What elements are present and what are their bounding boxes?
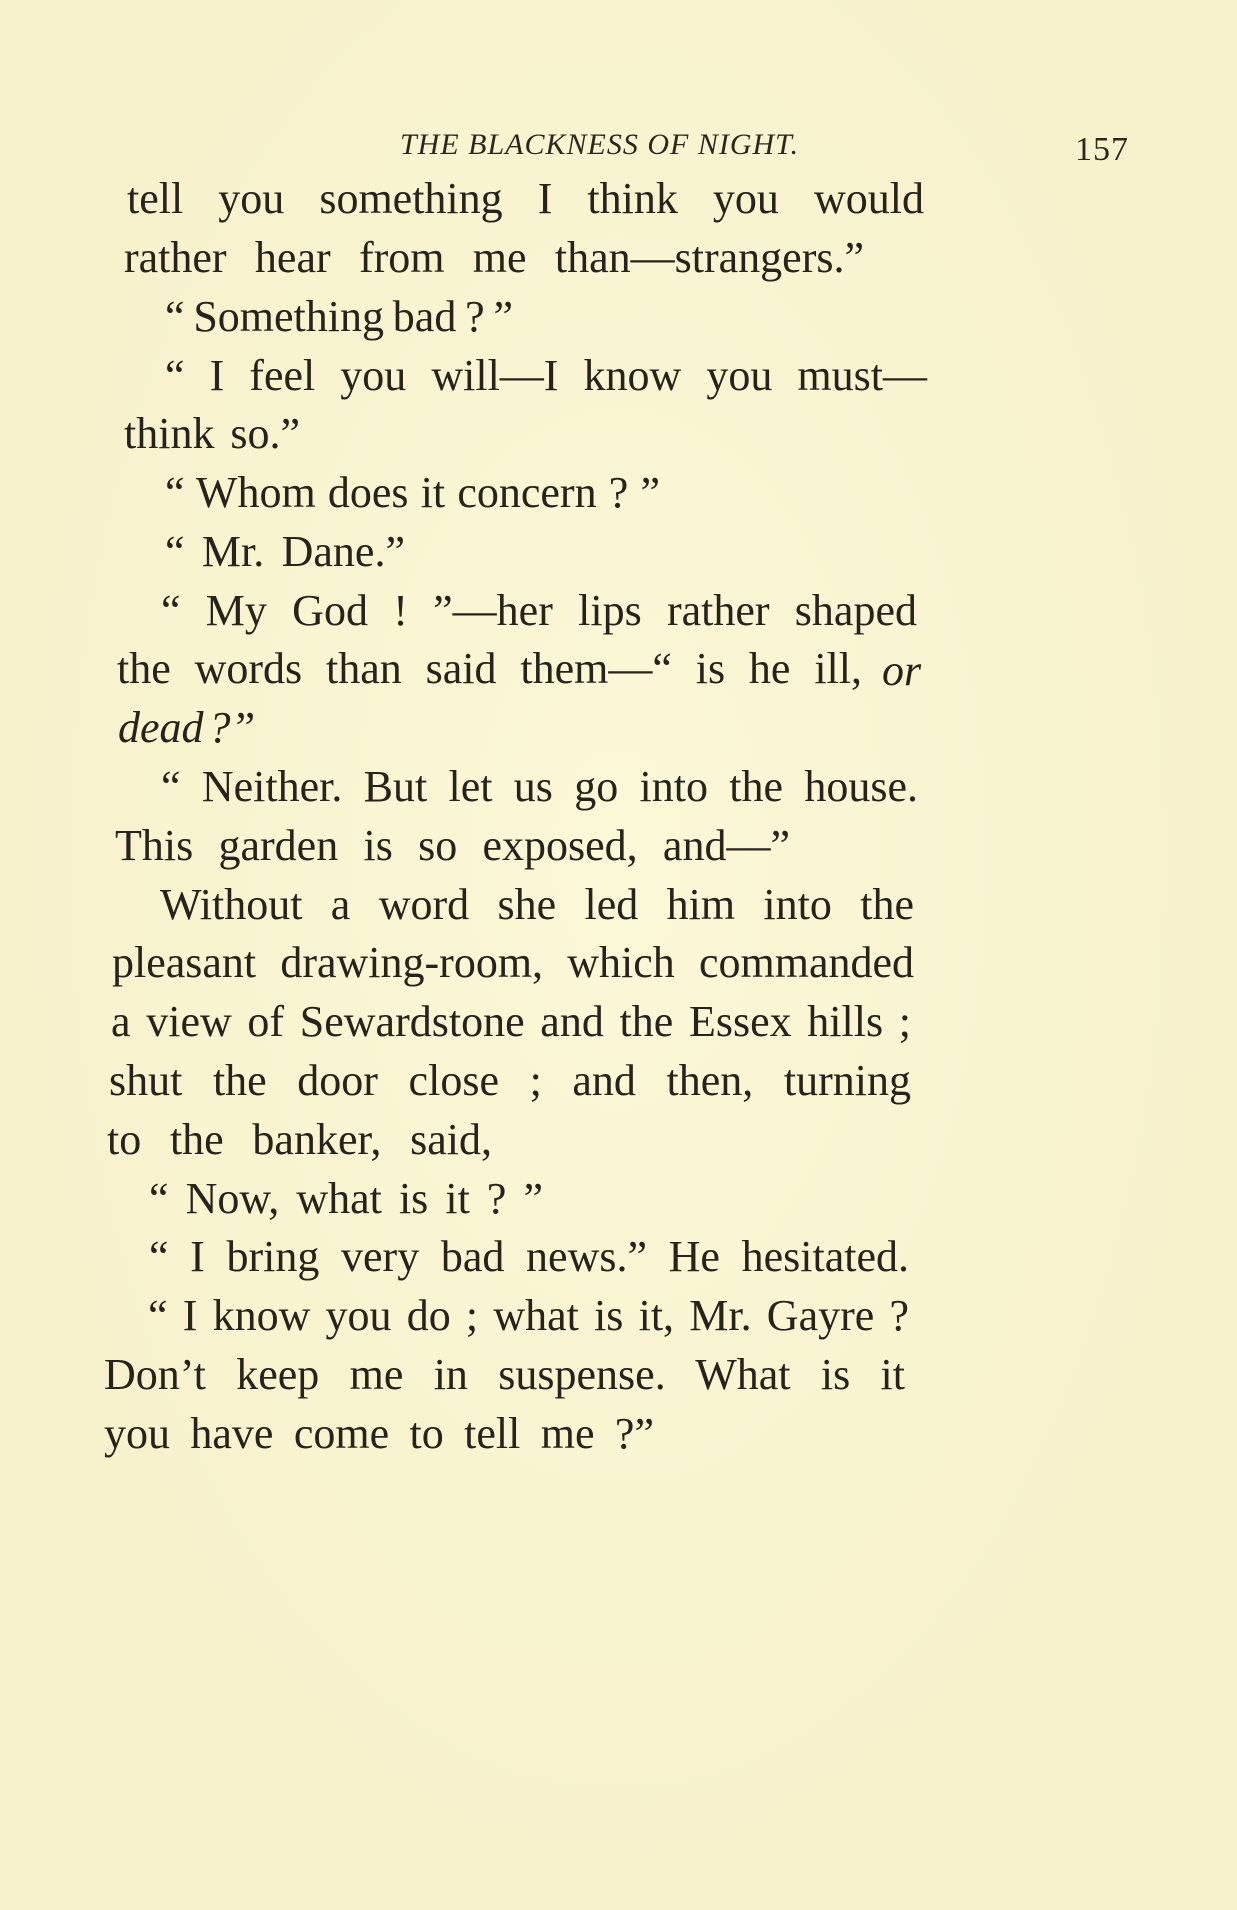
- text-line: Without a word she led him into the: [160, 880, 914, 929]
- text-line: [118, 703, 256, 752]
- text-line: to the banker, said,: [107, 1115, 492, 1164]
- text-line: tell you something I think you would: [127, 174, 924, 223]
- text-line: “ Whom does it concern ? ”: [165, 468, 660, 517]
- text-line: “ Something bad ? ”: [165, 292, 513, 341]
- text-line: a view of Sewardstone and the Essex hills ;: [111, 997, 911, 1046]
- text-line: This garden is so exposed, and—”: [115, 821, 790, 870]
- text-line: Don’t keep me in suspense. What is it: [104, 1350, 905, 1399]
- text-line: “ I know you do ; what is it, Mr. Gayre ?: [148, 1291, 909, 1340]
- page-number: 157: [1075, 131, 1129, 168]
- running-title: THE BLACKNESS OF NIGHT.: [400, 128, 800, 161]
- text-line: think so.”: [124, 409, 300, 458]
- text-line: “ Mr. Dane.”: [165, 527, 405, 576]
- text-line: you have come to tell me ?”: [104, 1409, 654, 1458]
- closing-quote: ”: [235, 703, 256, 752]
- text-line: shut the door close ; and then, turning: [109, 1056, 911, 1105]
- text-line: the words than said them—“ is he ill,: [117, 644, 862, 693]
- text-line: “ My God ! ”—her lips rather shaped: [161, 586, 917, 635]
- text-line: pleasant drawing-room, which commanded: [112, 938, 914, 987]
- text-line: “ I feel you will—I know you must—: [165, 351, 927, 400]
- text-line: “ Now, what is it ? ”: [149, 1174, 543, 1223]
- text-line: “ Neither. But let us go into the house.: [161, 762, 918, 811]
- italic-word: dead ?: [118, 703, 231, 752]
- text-line: or: [882, 646, 922, 695]
- text-line: “ I bring very bad news.” He hesitated.: [149, 1232, 909, 1281]
- text-line: rather hear from me than—strangers.”: [124, 233, 864, 282]
